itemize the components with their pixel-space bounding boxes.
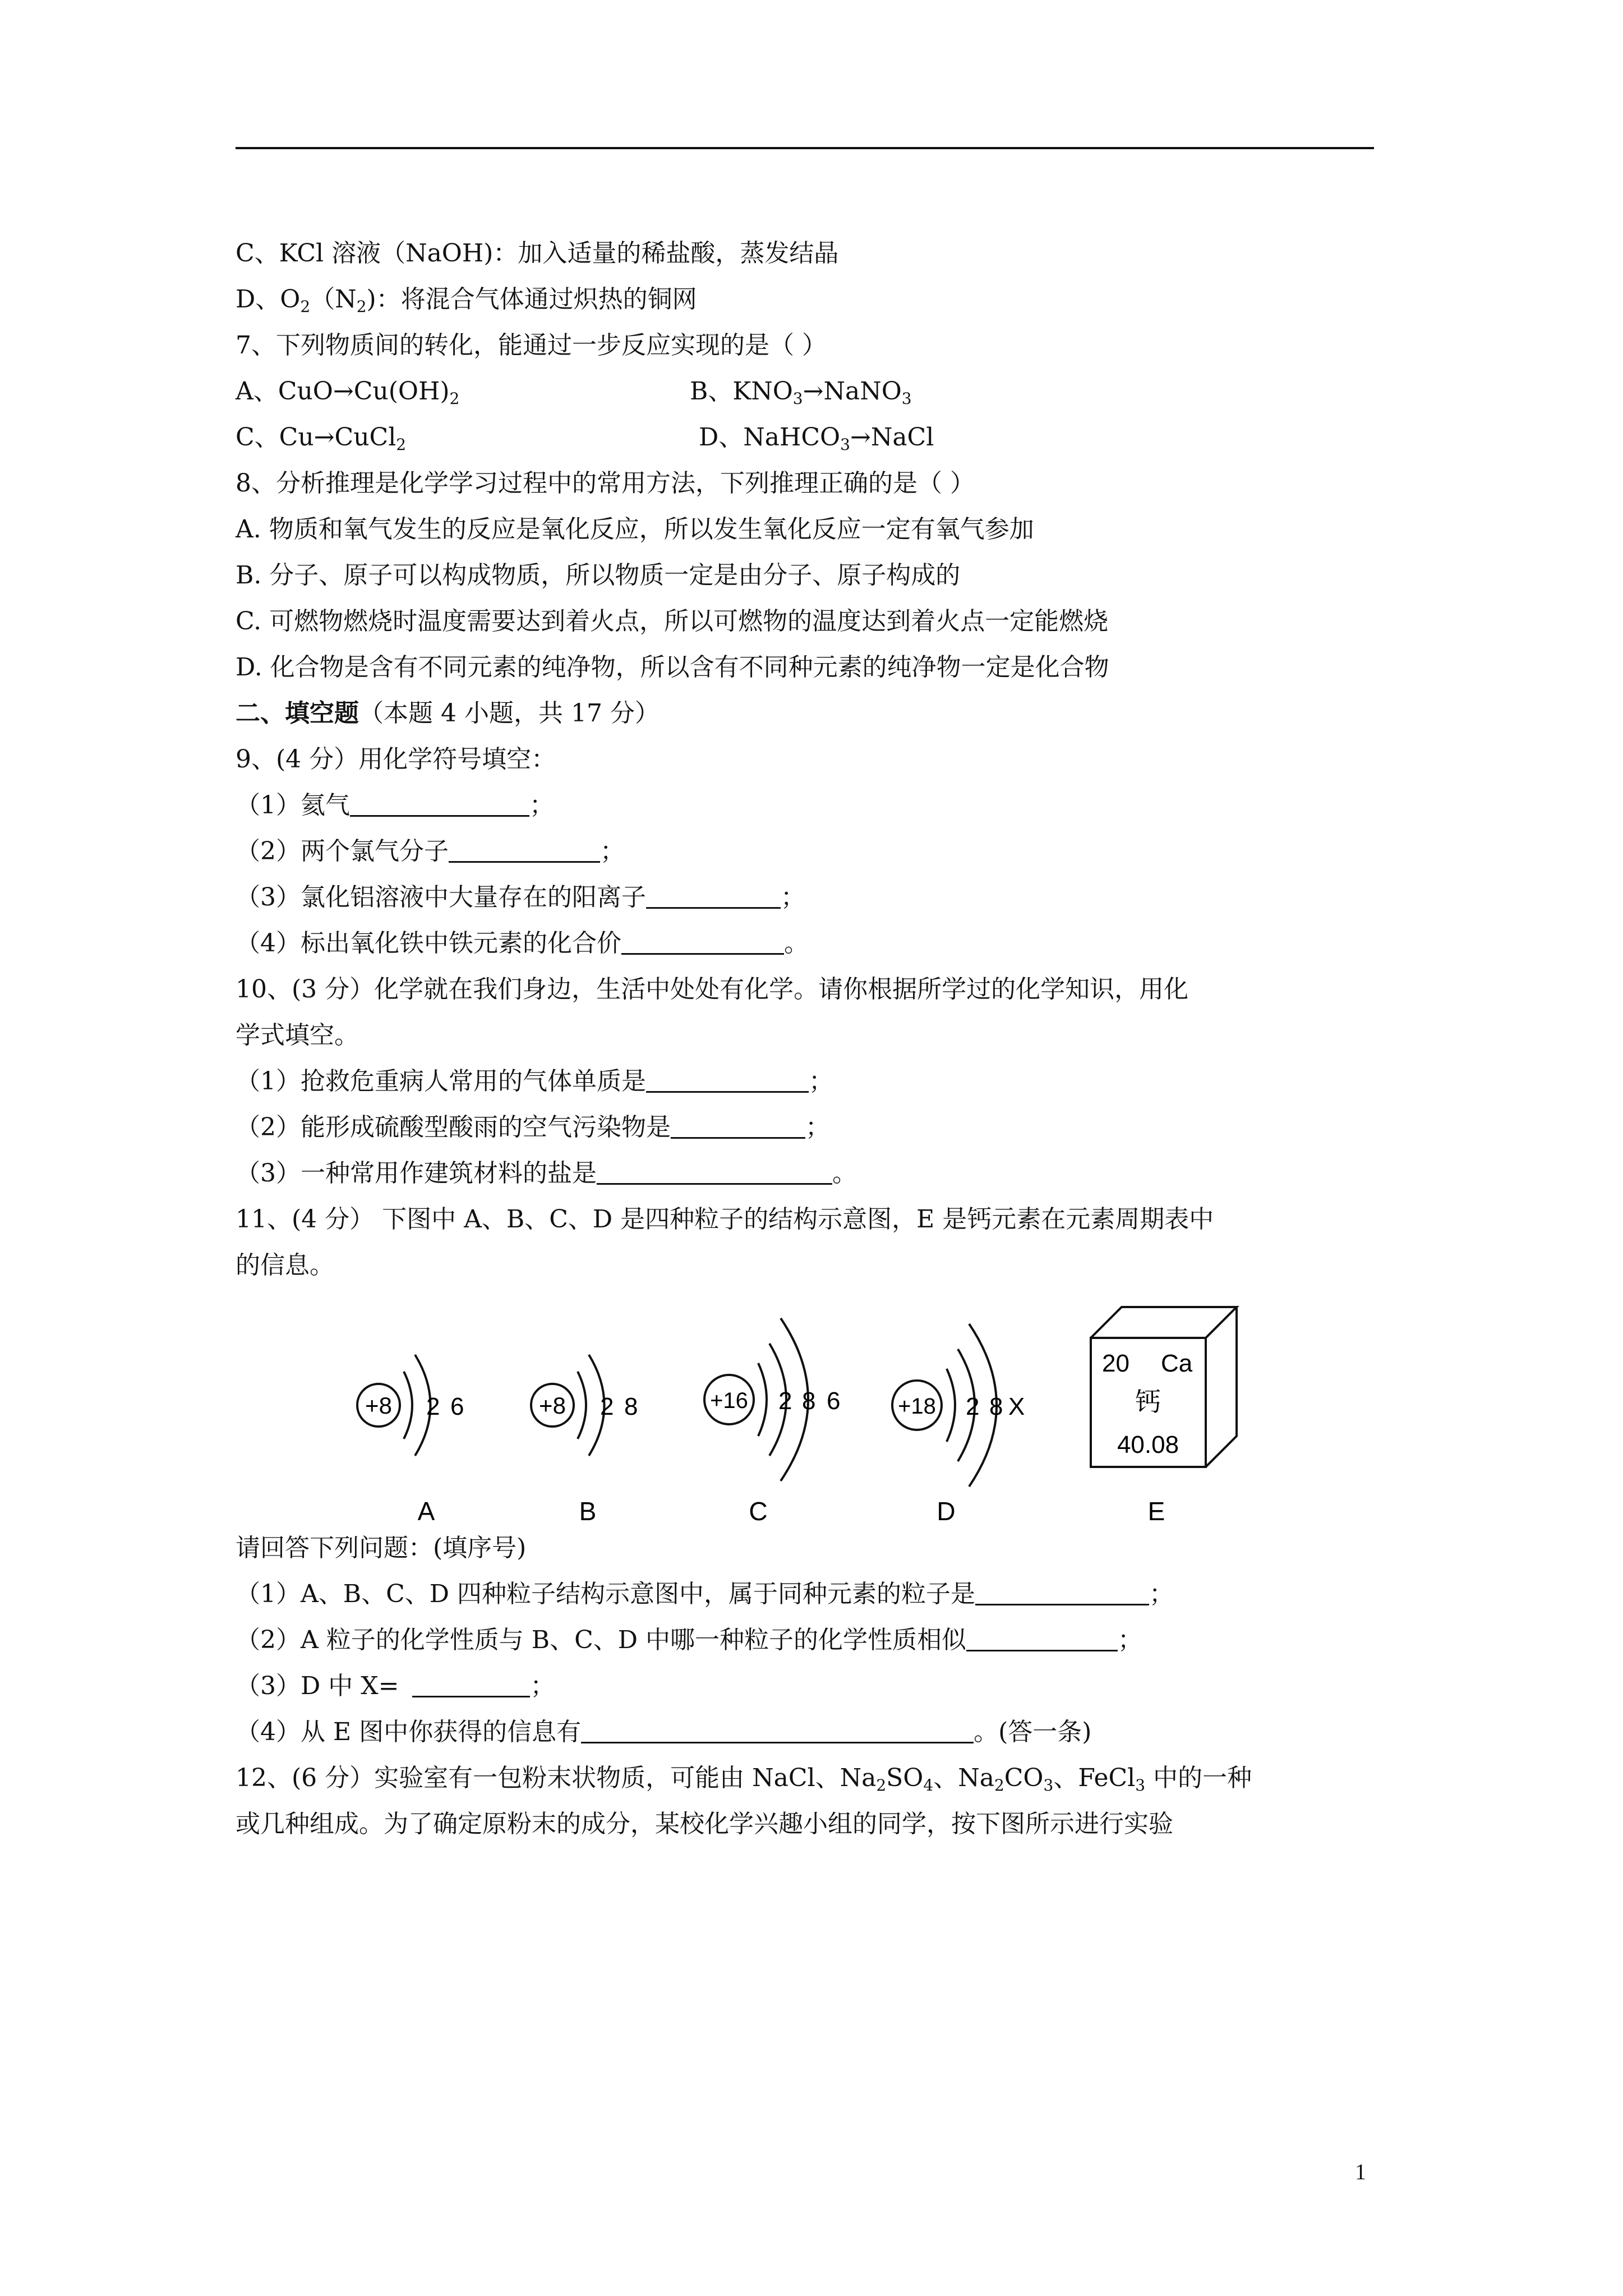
atom-b: [531, 1355, 638, 1526]
atom-a: [357, 1355, 464, 1526]
question-10: 10、(3 分）化学就在我们身边，生活中处处有化学。请你根据所学过的化学知识，用化: [236, 975, 1189, 1004]
electron-shell: [947, 1369, 955, 1442]
element-symbol: Ca: [1161, 1350, 1193, 1377]
shell-count: 2: [966, 1393, 980, 1420]
q11-prompt: 请回答下列问题：(填序号): [236, 1534, 527, 1562]
element-cell-e: [1091, 1307, 1237, 1526]
element-box-side: [1206, 1307, 1237, 1467]
question-11-cont: 的信息。: [236, 1251, 334, 1280]
question-12: 12、(6 分）实验室有一包粉末状物质，可能由 NaCl、$Na_2SO_4$、$Na_2CO_3$、FeCl$_3$ 中的一种: [236, 1764, 1252, 1795]
q7-option-b: B、$KNO_3\to NaNO_3$: [690, 377, 912, 408]
q7-option-c: C、Cu→CuCl$_2$: [236, 423, 407, 454]
q9-item-1: （1）氦气 ；: [236, 791, 554, 820]
electron-shell: [578, 1372, 586, 1439]
question-8: 8、分析推理是化学学习过程中的常用方法，下列推理正确的是（ ）: [236, 469, 975, 498]
shell-count: 8: [802, 1387, 816, 1415]
q9-item-3: （3）氯化铝溶液中大量存在的阳离子 ；: [236, 883, 805, 912]
header-rule: [236, 147, 1374, 149]
q10-item-2: （2）能形成硫酸型酸雨的空气污染物是 ；: [236, 1113, 830, 1142]
electron-shell: [404, 1372, 412, 1439]
q7-option-a: A、$CuO\to Cu(OH)_2$: [236, 377, 460, 408]
atom-label: C: [749, 1497, 768, 1526]
answer-blank[interactable]: [621, 931, 784, 955]
section-2-heading: 二、填空题（本题 4 小题，共 17 分）: [236, 699, 660, 728]
answer-blank[interactable]: [350, 793, 529, 817]
question-9: 9、(4 分）用化学符号填空：: [236, 745, 556, 774]
answer-blank[interactable]: [597, 1161, 832, 1185]
shell-count: 2: [426, 1393, 440, 1420]
q9-item-2: （2）两个氯气分子 ；: [236, 837, 625, 866]
shell-count: 2: [600, 1393, 614, 1420]
answer-blank[interactable]: [646, 1069, 809, 1093]
q8-option-c: C. 可燃物燃烧时温度需要达到着火点，所以可燃物的温度达到着火点一定能燃烧: [236, 607, 1109, 636]
shell-count: 6: [450, 1393, 464, 1420]
particle-diagram: [336, 1296, 1256, 1537]
answer-blank[interactable]: [966, 1627, 1118, 1651]
shell-count: 2: [778, 1387, 792, 1415]
q9-item-4: （4）标出氧化铁中铁元素的化合价 。: [236, 929, 809, 958]
shell-count: 8: [624, 1393, 638, 1420]
shell-count: 8: [989, 1393, 1003, 1420]
element-name: 钙: [1135, 1387, 1161, 1417]
element-label: E: [1147, 1497, 1165, 1526]
element-box-top: [1091, 1307, 1237, 1338]
answer-blank[interactable]: [412, 1673, 530, 1697]
q10-item-3: （3）一种常用作建筑材料的盐是 。: [236, 1159, 857, 1188]
electron-shell: [758, 1363, 767, 1436]
option-c-line: C、KCl 溶液（NaOH)：加入适量的稀盐酸，蒸发结晶: [236, 239, 839, 268]
q8-option-d: D. 化合物是含有不同元素的纯净物，所以含有不同种元素的纯净物一定是化合物: [236, 653, 1109, 682]
answer-blank[interactable]: [449, 839, 600, 863]
shell-count: 6: [827, 1387, 841, 1415]
q11-item-4: （4）从 E 图中你获得的信息有 。(答一条): [236, 1718, 1092, 1746]
atom-label: B: [579, 1497, 597, 1526]
answer-blank[interactable]: [671, 1115, 805, 1139]
answer-blank[interactable]: [581, 1719, 974, 1743]
nucleus-charge: +8: [365, 1392, 392, 1419]
q8-option-a: A. 物质和氧气发生的反应是氧化反应，所以发生氧化反应一定有氧气参加: [236, 515, 1034, 544]
nucleus-charge: +18: [898, 1394, 936, 1419]
atom-label: D: [937, 1497, 956, 1526]
atom-label: A: [417, 1497, 435, 1526]
atomic-number: 20: [1102, 1350, 1129, 1377]
q11-item-3: （3）D 中 X= ；: [236, 1672, 555, 1700]
atom-c: [704, 1318, 840, 1526]
option-d-line: D、$O_2(N_2)$：将混合气体通过炽热的铜网: [236, 285, 697, 316]
page-number: 1: [1355, 2159, 1366, 2184]
nucleus-charge: +16: [710, 1388, 748, 1413]
question-11: 11、(4 分） 下图中 A、B、C、D 是四种粒子的结构示意图，E 是钙元素在元素周期表中: [236, 1205, 1214, 1234]
question-10-cont: 学式填空。: [236, 1021, 359, 1050]
q8-option-b: B. 分子、原子可以构成物质，所以物质一定是由分子、原子构成的: [236, 561, 961, 590]
shell-count: X: [1008, 1393, 1025, 1420]
atom-d: [892, 1324, 1025, 1526]
nucleus-charge: +8: [539, 1392, 566, 1419]
q11-item-2: （2）A 粒子的化学性质与 B、C、D 中哪一种粒子的化学性质相似 ；: [236, 1626, 1143, 1654]
atomic-mass: 40.08: [1117, 1431, 1179, 1458]
q7-option-d: D、NaHCO$_3$→NaCl: [699, 423, 934, 454]
answer-blank[interactable]: [646, 885, 781, 909]
answer-blank[interactable]: [975, 1581, 1149, 1605]
q11-item-1: （1）A、B、C、D 四种粒子结构示意图中，属于同种元素的粒子是 ；: [236, 1580, 1174, 1608]
question-12-cont: 或几种组成。为了确定原粉末的成分，某校化学兴趣小组的同学，按下图所示进行实验: [236, 1810, 1173, 1838]
q10-item-1: （1）抢救危重病人常用的气体单质是 ；: [236, 1067, 833, 1096]
question-7: 7、下列物质间的转化，能通过一步反应实现的是（ ）: [236, 331, 827, 360]
